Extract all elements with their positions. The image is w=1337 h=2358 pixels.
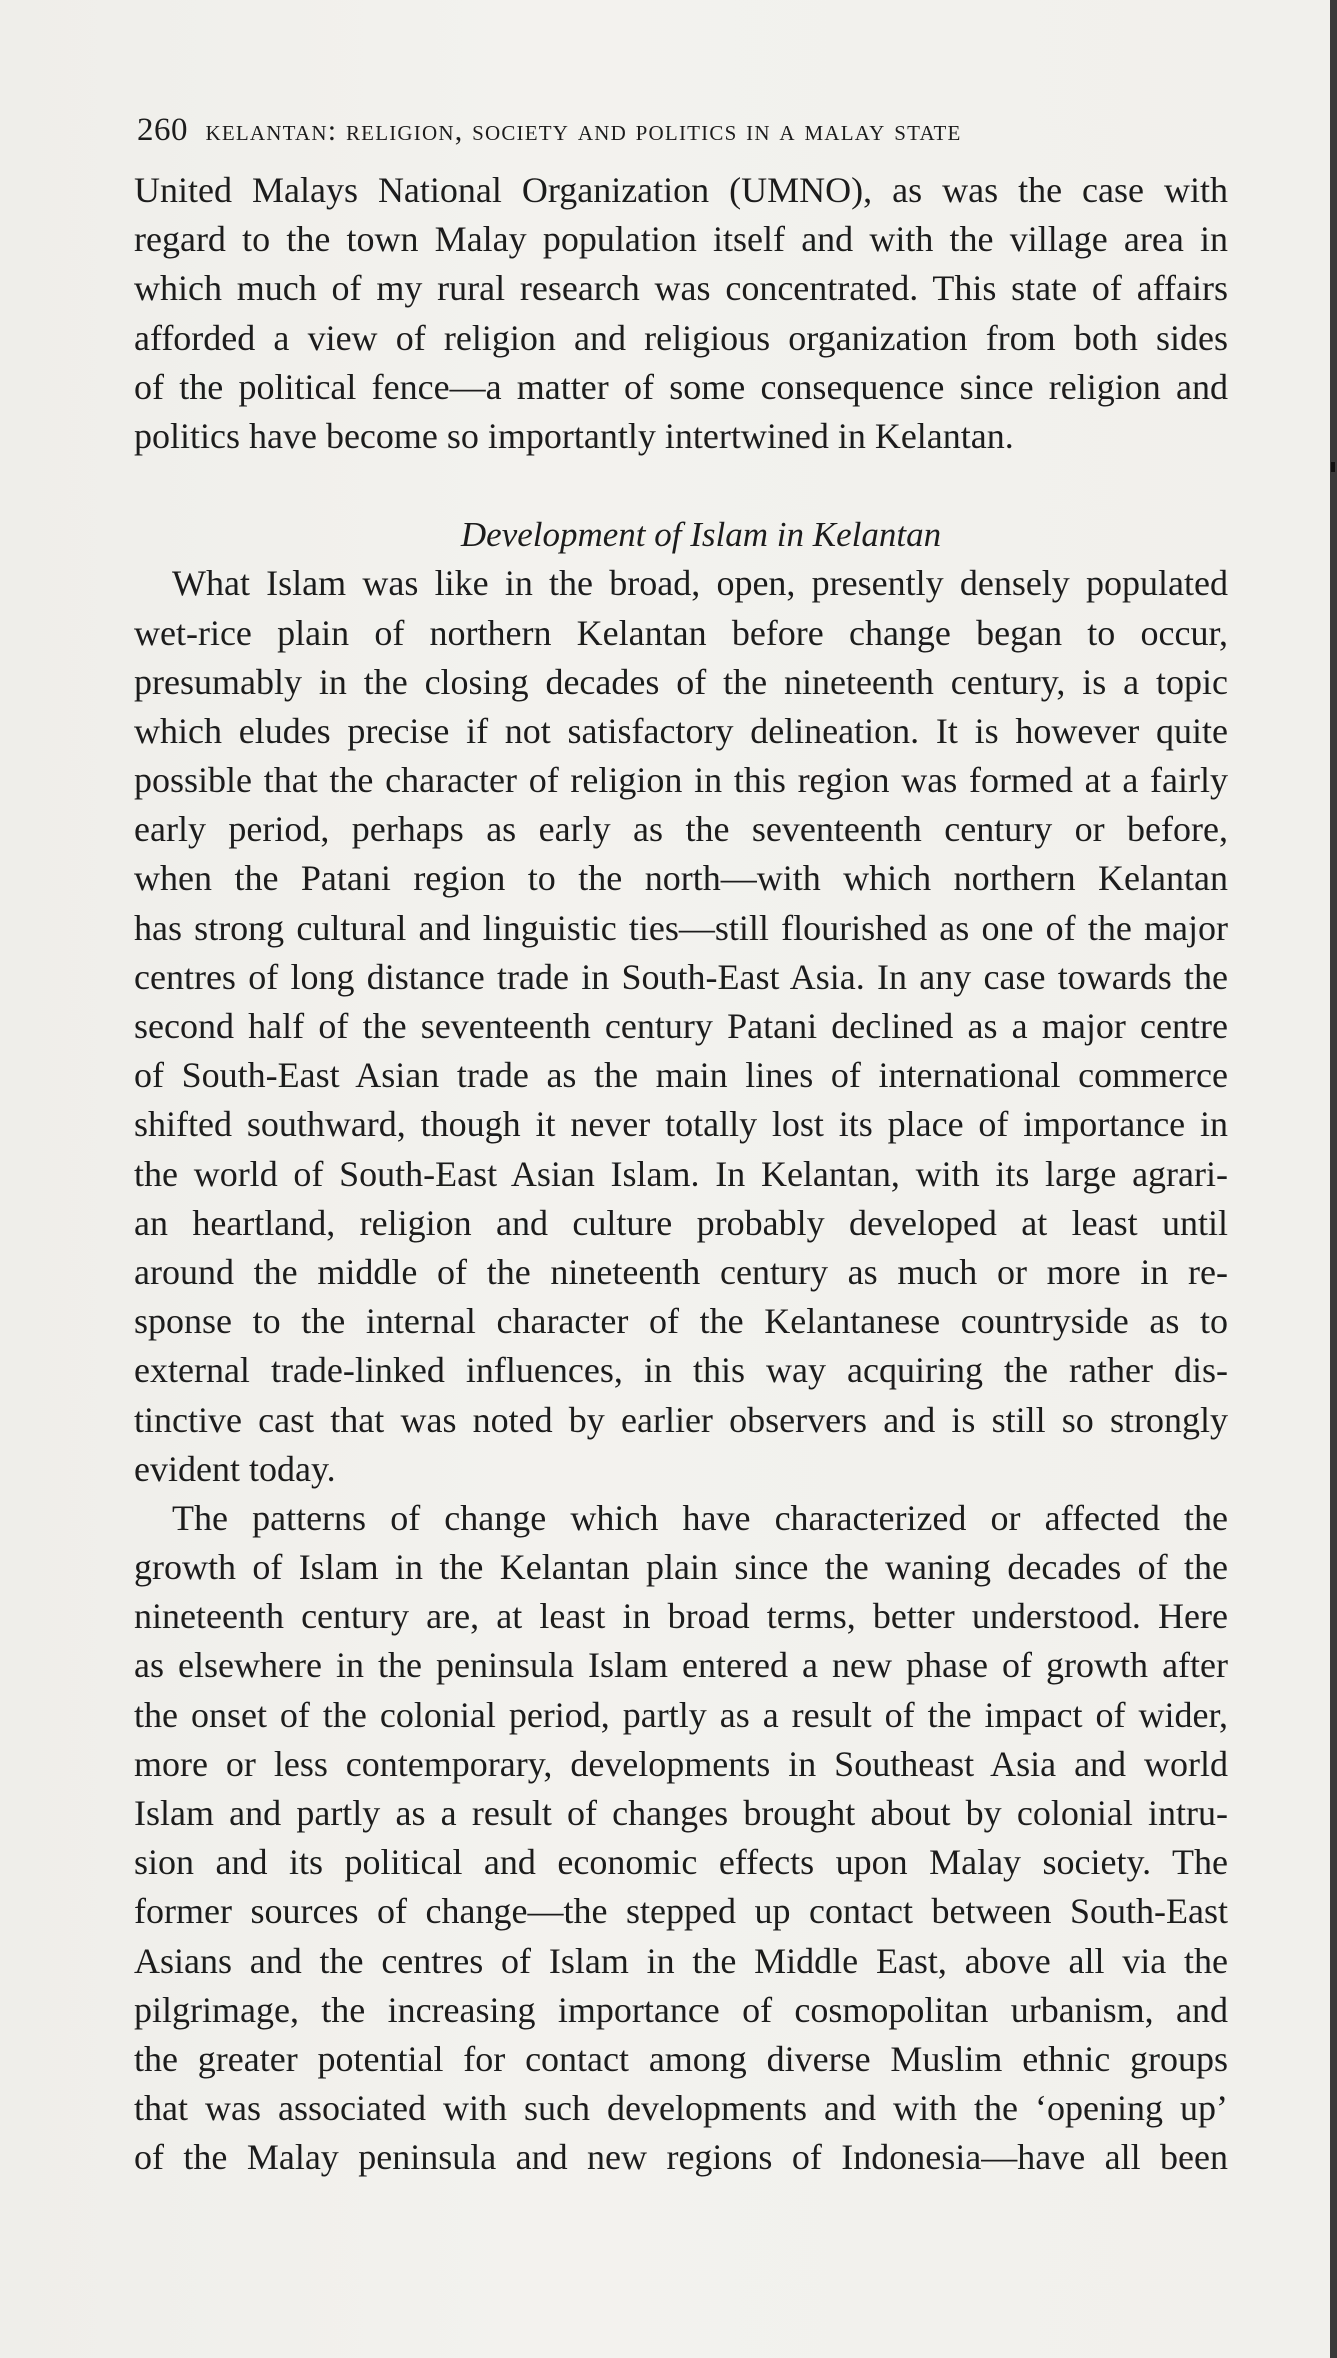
text-line: of South-East Asian trade as the main lines of international commerce	[134, 1055, 1228, 1096]
text-line: external trade-linked influences, in this way acquiring the rather dis-	[134, 1350, 1228, 1391]
text-line: the onset of the colonial period, partly as a result of the impact of wider,	[134, 1694, 1228, 1735]
text-line: around the middle of the nineteenth century as much or more in re-	[134, 1251, 1228, 1292]
text-line: of the Malay peninsula and new regions of Indonesia—have all been	[134, 2137, 1228, 2178]
text-line: wet-rice plain of northern Kelantan before change began to occur,	[134, 612, 1228, 653]
text-line: Islam and partly as a result of changes brought about by colonial intru-	[134, 1793, 1228, 1833]
text-line: second half of the seventeenth century Patani declined as a major centre	[134, 1006, 1228, 1046]
text-line: the world of South-East Asian Islam. In Kelantan, with its large agrari-	[134, 1153, 1228, 1194]
text-line: early period, perhaps as early as the seventeenth century or before,	[134, 809, 1228, 850]
text-line: has strong cultural and linguistic ties—still flourished as one of the major	[134, 907, 1228, 948]
text-line: afforded a view of religion and religious organization from both sides	[134, 317, 1228, 358]
text-line: which much of my rural research was concentrated. This state of affairs	[134, 268, 1228, 309]
text-line: evident today.	[134, 1448, 336, 1489]
text-line: nineteenth century are, at least in broad terms, better understood. Here	[134, 1596, 1228, 1637]
running-head-title: kelantan: religion, society and politics in a malay state	[205, 114, 962, 147]
text-line: The patterns of change which have characterized or affected the	[172, 1497, 1228, 1538]
paragraph-1	[134, 166, 1228, 461]
text-line: growth of Islam in the Kelantan plain since the waning decades of the	[134, 1547, 1228, 1588]
text-line: shifted southward, though it never totally lost its place of importance in	[134, 1104, 1228, 1145]
body-text	[134, 166, 1228, 2183]
text-line: United Malays National Organization (UMNO), as was the case with	[134, 170, 1228, 210]
text-line: regard to the town Malay population itself and with the village area in	[134, 219, 1228, 260]
text-line: the greater potential for contact among diverse Muslim ethnic groups	[134, 2038, 1228, 2079]
text-line: former sources of change—the stepped up contact between South-East	[134, 1891, 1228, 1932]
paragraph-3	[134, 1494, 1228, 2183]
section-spacer	[134, 461, 1228, 510]
page-number: 260	[137, 112, 188, 148]
section-heading: Development of Islam in Kelantan	[460, 515, 942, 555]
text-line: sion and its political and economic effects upon Malay society. The	[134, 1842, 1228, 1883]
text-line: tinctive cast that was noted by earlier observers and is still so strongly	[134, 1399, 1228, 1440]
text-line: sponse to the internal character of the Kelantanese countryside as to	[134, 1301, 1228, 1342]
text-line: an heartland, religion and culture probably developed at least until	[134, 1202, 1228, 1243]
text-line: What Islam was like in the broad, open, presently densely populated	[172, 563, 1228, 604]
page-edge-shadow	[1330, 0, 1337, 2358]
text-line: presumably in the closing decades of the nineteenth century, is a topic	[134, 661, 1228, 702]
text-line: politics have become so importantly intertwined in Kelantan.	[134, 415, 1014, 456]
page-edge-mark	[1331, 462, 1335, 472]
running-head	[137, 112, 1237, 149]
text-line: which eludes precise if not satisfactory delineation. It is however quite	[134, 710, 1228, 751]
text-line: centres of long distance trade in South-East Asia. In any case towards the	[134, 956, 1228, 997]
text-line: as elsewhere in the peninsula Islam entered a new phase of growth after	[134, 1645, 1228, 1686]
text-line: Asians and the centres of Islam in the Middle East, above all via the	[134, 1940, 1228, 1981]
paragraph-2	[134, 559, 1228, 1494]
text-line: when the Patani region to the north—with which northern Kelantan	[134, 858, 1228, 899]
text-line: that was associated with such developments and with the ‘opening up’	[134, 2088, 1228, 2129]
text-line: possible that the character of religion in this region was formed at a fairly	[134, 760, 1228, 801]
text-line: more or less contemporary, developments in Southeast Asia and world	[134, 1743, 1228, 1784]
text-line: of the political fence—a matter of some consequence since religion and	[134, 366, 1228, 407]
text-line: pilgrimage, the increasing importance of cosmopolitan urbanism, and	[134, 1989, 1228, 2030]
